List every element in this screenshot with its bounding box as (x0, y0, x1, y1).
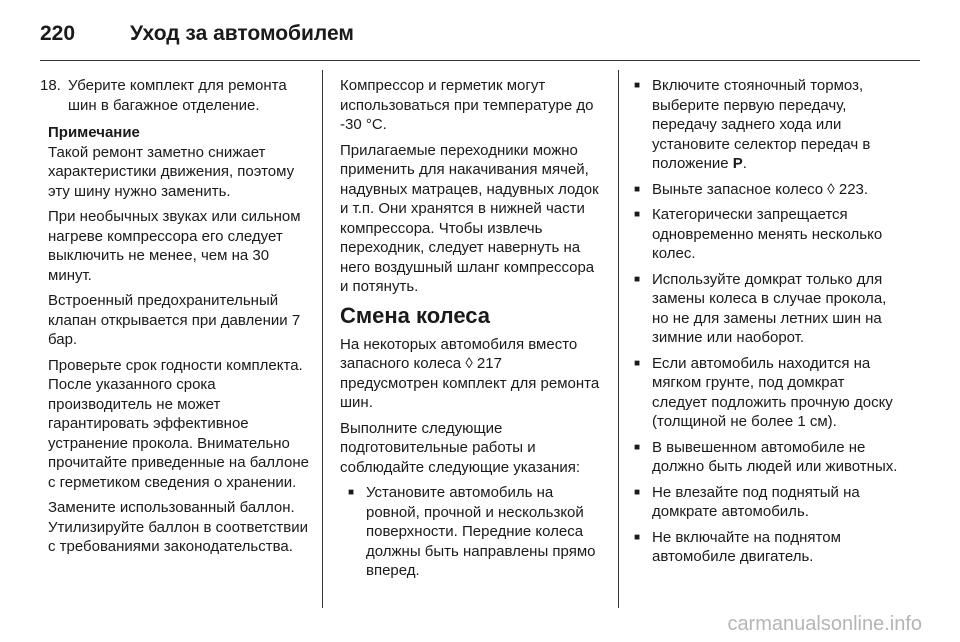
step-number: 18. (40, 77, 61, 94)
bullet-icon: ■ (634, 183, 641, 195)
paragraph-text: На некоторых автомобиля вместо запасного колеса (340, 335, 578, 372)
list-item (634, 180, 900, 200)
page-number: 220 (40, 22, 76, 45)
list-item-text: Включите стояночный тормоз, выберите первую передачу, передачу заднего хода или установите селектор передач в положение (652, 77, 871, 172)
note-paragraph: Встроенный предохранительный клапан открывается при давлении 7 бар. (48, 292, 301, 348)
column-divider (322, 70, 323, 608)
list-item (634, 438, 900, 477)
bullet-icon: ■ (634, 441, 641, 453)
column-right (634, 76, 900, 573)
page-header (40, 16, 354, 52)
note-block (40, 123, 310, 557)
bullet-icon: ■ (348, 487, 355, 498)
note-paragraph: Замените использованный баллон. Утилизируйте баллон в соответствии с требованиями законодательства. (48, 499, 308, 555)
list-item (634, 528, 900, 567)
list-item-text: Не влезайте под поднятый на домкрате автомобиль. (652, 483, 860, 520)
list-item (634, 354, 900, 432)
list-item-text: Не включайте на поднятом автомобиле двигатель. (652, 528, 841, 565)
section-heading: Смена колеса (340, 302, 491, 328)
list-item (634, 270, 900, 348)
note-paragraph: Такой ремонт заметно снижает характеристики движения, поэтому эту шину нужно заменить. (48, 143, 295, 200)
bullet-icon: ■ (634, 486, 641, 498)
step-18 (40, 76, 310, 115)
watermark: carmanualsonline.info (727, 613, 922, 635)
note-title: Примечание (48, 124, 140, 141)
list-item-text: В вывешенном автомобиле не должно быть людей или животных. (652, 438, 898, 475)
list-item-text: Используйте домкрат только для замены колеса в случае прокола, но не для замены летних шин на зимние или наоборот. (652, 270, 887, 346)
paragraph-text: предусмотрен комплект для ремонта шин. (340, 374, 600, 411)
page-ref-link[interactable] (465, 354, 502, 374)
page-ref-number: 217 (476, 355, 502, 372)
paragraph: Выполните следующие подготовительные работы и соблюдайте следующие указания: (340, 419, 581, 476)
column-middle (340, 76, 604, 587)
note-paragraph: При необычных звуках или сильном нагреве компрессора его следует выключить не менее, чем на 30 минут. (48, 208, 301, 284)
list-item-text: Категорически запрещается одновременно менять несколько колес. (652, 206, 883, 262)
list-item-text: Установите автомобиль на ровной, прочной и нескользкой поверхности. Передние колеса должны быть направлены прямо вперед. (366, 484, 596, 579)
list-item-text: Если автомобиль находится на мягком грунте, под домкрат следует подложить прочную доску (толщиной не более 1 см). (652, 354, 893, 430)
arrow-icon: ◊ (465, 355, 473, 372)
list-item (634, 205, 900, 264)
list-item-text (652, 76, 900, 174)
list-item (634, 76, 900, 174)
column-divider (618, 70, 619, 608)
arrow-icon: ◊ (827, 180, 835, 198)
punctuation: . (742, 155, 747, 172)
list-item-text: Выньте запасное колесо (652, 180, 828, 198)
page-ref-link[interactable] (827, 180, 864, 200)
bullet-icon: ■ (634, 357, 641, 369)
bullet-icon: ■ (634, 209, 641, 220)
list-item-text (652, 180, 868, 200)
bullet-icon: ■ (634, 531, 641, 543)
page-ref-number: 223 (838, 180, 864, 198)
header-rule (40, 60, 920, 61)
step-text: Уберите комплект для ремонта шин в багажное отделение. (68, 77, 287, 114)
punctuation: . (863, 180, 869, 198)
note-paragraph: Проверьте срок годности комплекта. После указанного срока производитель не может гарантировать эффективное устранение прокола. Внимательно прочитайте приведенные на баллоне с герметиком сведения о хранении. (48, 356, 309, 491)
bullet-icon: ■ (634, 273, 641, 285)
column-left (40, 76, 310, 563)
gear-position-label: P (732, 155, 743, 172)
paragraph: Компрессор и герметик могут использоваться при температуре до -30 °C. (340, 77, 594, 133)
bullet-icon: ■ (634, 80, 641, 91)
paragraph: Прилагаемые переходники можно применить для накачивания мячей, надувных матрацев, надувных лодок и т.п. Они хранятся в нижней части компрессора. Чтобы извлечь переходник, следует навернуть на него воздушный шланг компрессора и потянуть. (340, 141, 599, 295)
page-title: Уход за автомобилем (130, 22, 354, 45)
paragraph-with-ref (340, 335, 604, 413)
list-item (634, 483, 900, 522)
list-item (340, 483, 604, 581)
